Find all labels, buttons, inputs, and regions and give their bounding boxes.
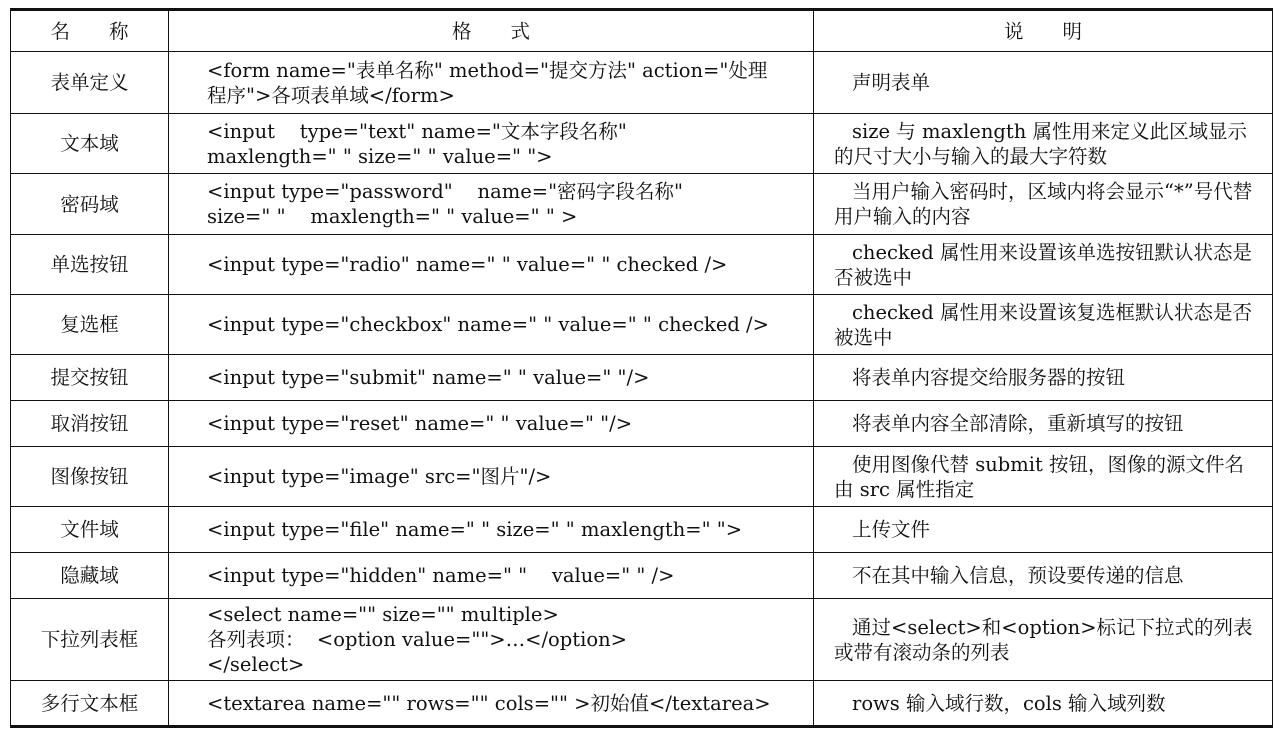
table-row [11, 52, 1273, 114]
cell-desc: 通过<select>和<option>标记下拉式的列表或带有滚动条的列表 [814, 599, 1273, 681]
cell-desc: 声明表单 [814, 52, 1273, 114]
table-row [11, 174, 1273, 235]
cell-desc: 当用户输入密码时，区域内将会显示“*”号代替用户输入的内容 [814, 174, 1273, 235]
cell-name: 文件域 [11, 507, 169, 553]
form-elements-table-wrapper [10, 8, 1272, 728]
cell-format: <input type="image" src="图片"/> [169, 447, 814, 507]
table-row [11, 553, 1273, 599]
cell-name: 下拉列表框 [11, 599, 169, 681]
table-row [11, 295, 1273, 355]
cell-format: <input type="checkbox" name=" " value=" " checked /> [169, 295, 814, 355]
cell-desc: 上传文件 [814, 507, 1273, 553]
cell-desc: size 与 maxlength 属性用来定义此区域显示的尺寸大小与输入的最大字符数 [814, 114, 1273, 174]
cell-format: <input type="submit" name=" " value=" "/> [169, 355, 814, 401]
cell-name: 图像按钮 [11, 447, 169, 507]
cell-format: <select name="" size="" multiple> 各列表项： <option value="">…</option> </select> [169, 599, 814, 681]
table-row [11, 681, 1273, 727]
table-row [11, 401, 1273, 447]
cell-format: <input type="file" name=" " size=" " maxlength=" "> [169, 507, 814, 553]
cell-desc: 将表单内容提交给服务器的按钮 [814, 355, 1273, 401]
cell-name: 密码域 [11, 174, 169, 235]
cell-desc: checked 属性用来设置该单选按钮默认状态是否被选中 [814, 235, 1273, 295]
table-row [11, 235, 1273, 295]
cell-desc: 使用图像代替 submit 按钮，图像的源文件名由 src 属性指定 [814, 447, 1273, 507]
cell-desc: 不在其中输入信息，预设要传递的信息 [814, 553, 1273, 599]
cell-format: <input type="radio" name=" " value=" " checked /> [169, 235, 814, 295]
cell-name: 多行文本框 [11, 681, 169, 727]
cell-format: <textarea name="" rows="" cols="" >初始值</textarea> [169, 681, 814, 727]
cell-name: 取消按钮 [11, 401, 169, 447]
cell-name: 复选框 [11, 295, 169, 355]
cell-desc: rows 输入域行数，cols 输入域列数 [814, 681, 1273, 727]
cell-name: 提交按钮 [11, 355, 169, 401]
cell-name: 单选按钮 [11, 235, 169, 295]
cell-format: <input type="hidden" name=" " value=" " /> [169, 553, 814, 599]
header-name: 名 称 [11, 10, 169, 52]
cell-format: <form name="表单名称" method="提交方法" action="处理程序">各项表单域</form> [169, 52, 814, 114]
cell-format: <input type="text" name="文本字段名称" maxlength=" " size=" " value=" "> [169, 114, 814, 174]
table-row [11, 447, 1273, 507]
cell-name: 隐藏域 [11, 553, 169, 599]
table-row [11, 355, 1273, 401]
cell-format: <input type="reset" name=" " value=" "/> [169, 401, 814, 447]
cell-format: <input type="password" name="密码字段名称" size=" " maxlength=" " value=" " > [169, 174, 814, 235]
header-format: 格 式 [169, 10, 814, 52]
table-row [11, 599, 1273, 681]
cell-name: 文本域 [11, 114, 169, 174]
cell-desc: 将表单内容全部清除，重新填写的按钮 [814, 401, 1273, 447]
form-elements-table [10, 8, 1273, 728]
cell-name: 表单定义 [11, 52, 169, 114]
cell-desc: checked 属性用来设置该复选框默认状态是否被选中 [814, 295, 1273, 355]
header-desc: 说 明 [814, 10, 1273, 52]
table-row [11, 114, 1273, 174]
table-row [11, 507, 1273, 553]
header-row [11, 10, 1273, 52]
